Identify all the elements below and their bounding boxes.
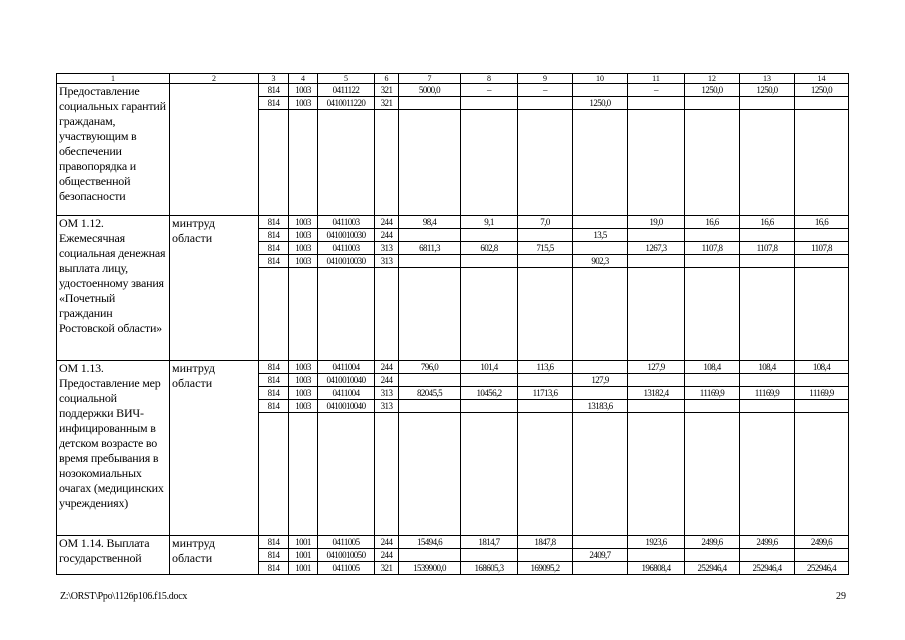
cell-col-10 [573,536,628,549]
header-cell: 2 [170,74,259,84]
cell-col-8 [461,549,518,562]
cell-col-11: 1923,6 [628,536,685,549]
cell-col-14: 108,4 [795,361,849,374]
table-row [57,84,849,97]
cell-col-3: 814 [259,97,289,110]
header-cell: 7 [399,74,461,84]
cell-col-14 [795,374,849,387]
empty-cell [375,110,399,216]
cell-col-12: 2499,6 [685,536,740,549]
cell-col-14 [795,229,849,242]
cell-col-12: 11169,9 [685,387,740,400]
header-cell: 8 [461,74,518,84]
empty-cell [628,110,685,216]
cell-col-6: 244 [375,361,399,374]
budget-table [56,73,849,575]
cell-col-10 [573,84,628,97]
cell-col-4: 1003 [289,361,318,374]
header-cell: 3 [259,74,289,84]
cell-col-5: 0411004 [318,361,375,374]
cell-col-10: 2409,7 [573,549,628,562]
cell-col-8: 10456,2 [461,387,518,400]
cell-col-9: 11713,6 [518,387,573,400]
empty-cell [573,110,628,216]
cell-col-3: 814 [259,549,289,562]
cell-col-12: 1107,8 [685,242,740,255]
cell-col-6: 321 [375,97,399,110]
empty-cell [399,268,461,361]
cell-col-13: 108,4 [740,361,795,374]
cell-col-10 [573,361,628,374]
cell-col-9: – [518,84,573,97]
cell-col-8: 168605,3 [461,562,518,575]
cell-col-6: 244 [375,216,399,229]
cell-col-11: 1267,3 [628,242,685,255]
cell-col-13 [740,549,795,562]
table-row [57,361,849,374]
cell-col-4: 1003 [289,242,318,255]
empty-cell [461,413,518,536]
header-cell: 14 [795,74,849,84]
empty-cell [461,268,518,361]
cell-col-13: 1250,0 [740,84,795,97]
cell-col-10: 902,3 [573,255,628,268]
cell-col-9 [518,255,573,268]
cell-col-5: 0411004 [318,387,375,400]
cell-col-13 [740,255,795,268]
cell-col-4: 1003 [289,229,318,242]
cell-col-12: 252946,4 [685,562,740,575]
header-cell: 11 [628,74,685,84]
cell-col-13 [740,229,795,242]
footer-file-path: Z:\ORST\Ppo\1126p106.f15.docx [60,591,188,602]
responsible-executor [170,84,259,216]
cell-col-5: 0410010040 [318,400,375,413]
empty-cell [375,413,399,536]
cell-col-11: – [628,84,685,97]
cell-col-9 [518,229,573,242]
cell-col-4: 1003 [289,84,318,97]
cell-col-8 [461,374,518,387]
cell-col-10: 13183,6 [573,400,628,413]
cell-col-8 [461,97,518,110]
cell-col-9: 169095,2 [518,562,573,575]
cell-col-10 [573,216,628,229]
cell-col-7: 6811,3 [399,242,461,255]
empty-cell [259,268,289,361]
cell-col-12 [685,97,740,110]
cell-col-4: 1003 [289,97,318,110]
empty-cell [685,413,740,536]
cell-col-4: 1001 [289,562,318,575]
table-body [57,74,849,575]
empty-cell [795,110,849,216]
cell-col-13: 11169,9 [740,387,795,400]
cell-col-14: 2499,6 [795,536,849,549]
cell-col-7 [399,255,461,268]
cell-col-7: 82045,5 [399,387,461,400]
cell-col-9: 715,5 [518,242,573,255]
header-cell: 10 [573,74,628,84]
empty-cell [289,268,318,361]
empty-cell [795,413,849,536]
cell-col-9: 1847,8 [518,536,573,549]
cell-col-7 [399,229,461,242]
cell-col-10 [573,387,628,400]
cell-col-9 [518,97,573,110]
cell-col-12: 108,4 [685,361,740,374]
cell-col-9: 113,6 [518,361,573,374]
cell-col-11 [628,374,685,387]
document-sheet [56,73,848,575]
cell-col-3: 814 [259,84,289,97]
empty-cell [259,110,289,216]
empty-cell [628,413,685,536]
cell-col-5: 0411003 [318,242,375,255]
cell-col-13 [740,374,795,387]
header-cell: 13 [740,74,795,84]
header-cell: 6 [375,74,399,84]
cell-col-7 [399,549,461,562]
cell-col-12 [685,229,740,242]
cell-col-6: 313 [375,255,399,268]
cell-col-6: 321 [375,84,399,97]
cell-col-8: 9,1 [461,216,518,229]
cell-col-7: 1539900,0 [399,562,461,575]
cell-col-13 [740,97,795,110]
header-cell: 5 [318,74,375,84]
cell-col-6: 313 [375,242,399,255]
cell-col-11 [628,97,685,110]
empty-cell [518,413,573,536]
cell-col-5: 0411005 [318,536,375,549]
measure-name: ОМ 1.14. Выплата государственной [57,536,170,575]
cell-col-12: 16,6 [685,216,740,229]
cell-col-14 [795,549,849,562]
empty-cell [289,413,318,536]
cell-col-6: 244 [375,229,399,242]
cell-col-12 [685,255,740,268]
cell-col-5: 0410010030 [318,255,375,268]
cell-col-10: 127,9 [573,374,628,387]
cell-col-11: 19,0 [628,216,685,229]
table-row [57,216,849,229]
empty-cell [740,413,795,536]
empty-cell [461,110,518,216]
cell-col-11 [628,400,685,413]
header-cell: 1 [57,74,170,84]
cell-col-3: 814 [259,361,289,374]
cell-col-14: 16,6 [795,216,849,229]
cell-col-4: 1003 [289,400,318,413]
cell-col-4: 1003 [289,387,318,400]
cell-col-8: 101,4 [461,361,518,374]
cell-col-5: 0410010040 [318,374,375,387]
cell-col-3: 814 [259,387,289,400]
empty-cell [740,268,795,361]
cell-col-7: 5000,0 [399,84,461,97]
cell-col-3: 814 [259,400,289,413]
empty-cell [518,268,573,361]
cell-col-3: 814 [259,536,289,549]
empty-cell [573,413,628,536]
empty-cell [318,110,375,216]
cell-col-14 [795,97,849,110]
cell-col-9 [518,549,573,562]
header-cell: 12 [685,74,740,84]
empty-cell [518,110,573,216]
empty-cell [399,110,461,216]
empty-cell [399,413,461,536]
cell-col-4: 1003 [289,374,318,387]
cell-col-8 [461,400,518,413]
cell-col-4: 1001 [289,536,318,549]
cell-col-7 [399,374,461,387]
measure-name: ОМ 1.12. Ежемесячная социальная денежная выплата лицу, удостоенному звания «Почетный гражданин Ростовской области» [57,216,170,361]
cell-col-11: 127,9 [628,361,685,374]
empty-cell [685,268,740,361]
cell-col-7 [399,400,461,413]
cell-col-5: 0411003 [318,216,375,229]
cell-col-10: 13,5 [573,229,628,242]
cell-col-14: 11169,9 [795,387,849,400]
cell-col-10 [573,562,628,575]
empty-cell [375,268,399,361]
header-cell: 9 [518,74,573,84]
cell-col-6: 244 [375,549,399,562]
cell-col-6: 244 [375,374,399,387]
cell-col-8 [461,229,518,242]
responsible-executor: минтруд области [170,361,259,536]
cell-col-6: 244 [375,536,399,549]
cell-col-5: 0410010050 [318,549,375,562]
header-row [57,74,849,84]
cell-col-5: 0411005 [318,562,375,575]
cell-col-5: 0410010030 [318,229,375,242]
cell-col-13: 16,6 [740,216,795,229]
cell-col-13 [740,400,795,413]
header-cell: 4 [289,74,318,84]
cell-col-3: 814 [259,562,289,575]
cell-col-10: 1250,0 [573,97,628,110]
responsible-executor: минтруд области [170,216,259,361]
cell-col-6: 313 [375,400,399,413]
cell-col-14: 252946,4 [795,562,849,575]
cell-col-8 [461,255,518,268]
cell-col-13: 2499,6 [740,536,795,549]
cell-col-11: 13182,4 [628,387,685,400]
responsible-executor: минтруд области [170,536,259,575]
cell-col-3: 814 [259,255,289,268]
cell-col-13: 1107,8 [740,242,795,255]
cell-col-11 [628,255,685,268]
empty-cell [259,413,289,536]
table-row [57,536,849,549]
cell-col-4: 1003 [289,255,318,268]
cell-col-12 [685,549,740,562]
cell-col-11 [628,229,685,242]
cell-col-12 [685,400,740,413]
empty-cell [628,268,685,361]
cell-col-4: 1003 [289,216,318,229]
cell-col-5: 0410011220 [318,97,375,110]
cell-col-6: 321 [375,562,399,575]
cell-col-9 [518,374,573,387]
cell-col-14: 1107,8 [795,242,849,255]
cell-col-8: 1814,7 [461,536,518,549]
cell-col-13: 252946,4 [740,562,795,575]
cell-col-3: 814 [259,216,289,229]
footer-page-number: 29 [836,591,846,602]
cell-col-3: 814 [259,242,289,255]
cell-col-5: 0411122 [318,84,375,97]
empty-cell [289,110,318,216]
cell-col-4: 1001 [289,549,318,562]
cell-col-8: – [461,84,518,97]
cell-col-14 [795,255,849,268]
empty-cell [318,268,375,361]
cell-col-7 [399,97,461,110]
cell-col-12: 1250,0 [685,84,740,97]
cell-col-7: 15494,6 [399,536,461,549]
empty-cell [318,413,375,536]
cell-col-14: 1250,0 [795,84,849,97]
empty-cell [740,110,795,216]
measure-name: Предоставление социальных гарантий гражданам, участвующим в обеспечении правопорядка и общественной безопасности [57,84,170,216]
cell-col-8: 602,8 [461,242,518,255]
cell-col-14 [795,400,849,413]
cell-col-11 [628,549,685,562]
cell-col-12 [685,374,740,387]
cell-col-7: 796,0 [399,361,461,374]
cell-col-11: 196808,4 [628,562,685,575]
cell-col-6: 313 [375,387,399,400]
cell-col-9: 7,0 [518,216,573,229]
empty-cell [685,110,740,216]
cell-col-9 [518,400,573,413]
cell-col-7: 98,4 [399,216,461,229]
cell-col-3: 814 [259,229,289,242]
empty-cell [795,268,849,361]
cell-col-3: 814 [259,374,289,387]
cell-col-10 [573,242,628,255]
measure-name: ОМ 1.13. Предоставление мер социальной поддержки ВИЧ-инфицированным в детском возрасте во время пребывания в нозокомиальных очагах (медицинских учреждениях) [57,361,170,536]
empty-cell [573,268,628,361]
